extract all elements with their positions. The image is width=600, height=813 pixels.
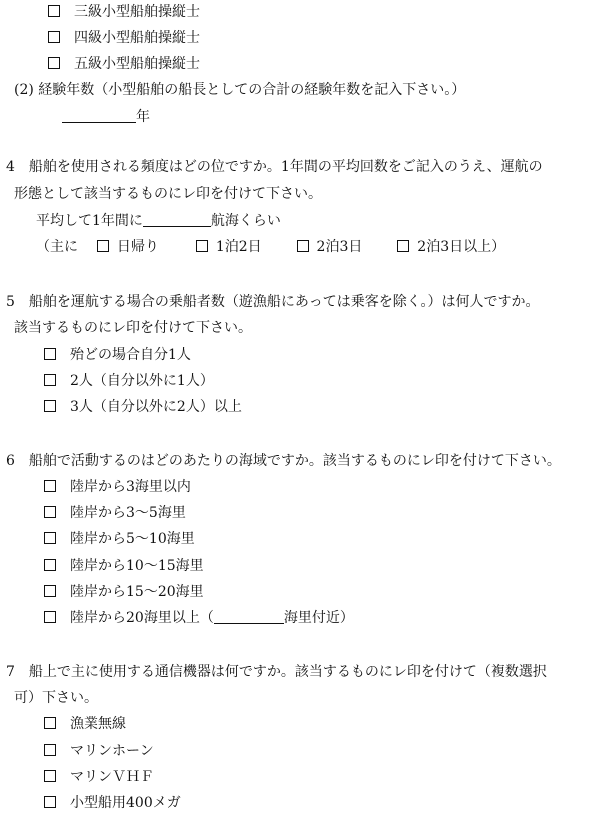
checkbox[interactable] xyxy=(44,559,56,571)
form-option-daytrip[interactable] xyxy=(97,239,159,255)
checkbox[interactable] xyxy=(44,585,56,597)
option-3kyu[interactable] xyxy=(48,2,200,22)
checkbox[interactable] xyxy=(44,796,56,808)
experience-years-blank[interactable] xyxy=(62,108,136,123)
option-label: 陸岸から3～5海里 xyxy=(70,505,186,521)
q6-text-line1: 6 船舶で活動するのはどのあたりの海域ですか。該当するものにレ印を付けて下さい。 xyxy=(6,453,561,469)
option-label: 殆どの場合自分1人 xyxy=(70,347,191,363)
option-label: マリンホーン xyxy=(70,743,154,759)
checkbox[interactable] xyxy=(44,532,56,544)
checkbox[interactable] xyxy=(44,348,56,360)
option-label: 2人（自分以外に1人） xyxy=(70,373,214,389)
option-label: 五級小型船舶操縦士 xyxy=(74,56,200,72)
nautical-miles-blank[interactable] xyxy=(214,609,284,624)
q4-text-line1: 4 船舶を使用される頻度はどの位ですか。1年間の平均回数をご記入のうえ、運航の xyxy=(6,159,543,175)
checkbox[interactable] xyxy=(48,31,60,43)
checkbox[interactable] xyxy=(297,240,309,252)
option-within-3nm[interactable] xyxy=(44,477,191,497)
checkbox[interactable] xyxy=(44,611,56,623)
years-unit: 年 xyxy=(136,109,150,125)
checkbox[interactable] xyxy=(44,770,56,782)
option-label-suffix: 海里付近） xyxy=(283,610,354,626)
checkbox[interactable] xyxy=(97,240,109,252)
form-label: 1泊2日 xyxy=(215,239,262,255)
form-label: 日帰り xyxy=(116,239,159,255)
option-fishing-radio[interactable] xyxy=(44,714,126,734)
option-alone[interactable] xyxy=(44,345,191,365)
option-two-people[interactable] xyxy=(44,371,214,391)
option-5-10nm[interactable] xyxy=(44,529,195,549)
experience-years-field[interactable] xyxy=(62,107,150,127)
frequency-blank[interactable] xyxy=(143,212,211,227)
form-option-2night[interactable] xyxy=(297,239,363,255)
option-4kyu[interactable] xyxy=(48,28,200,48)
q4-text-line2: 形態として該当するものにレ印を付けて下さい。 xyxy=(14,186,322,202)
option-marine-vhf[interactable] xyxy=(44,767,154,787)
option-label: 陸岸から10～15海里 xyxy=(70,558,204,574)
option-label: 陸岸から3海里以内 xyxy=(70,479,191,495)
option-label: 四級小型船舶操縦士 xyxy=(74,30,200,46)
q5-text-line1: 5 船舶を運航する場合の乗船者数（遊漁船にあっては乗客を除く。）は何人ですか。 xyxy=(6,294,540,310)
form-label: 2泊3日以上） xyxy=(417,239,506,255)
option-over-20nm[interactable] xyxy=(44,608,354,628)
checkbox[interactable] xyxy=(44,506,56,518)
freq-prefix: 平均して1年間に xyxy=(36,213,143,229)
checkbox[interactable] xyxy=(44,480,56,492)
option-marine-horn[interactable] xyxy=(44,741,154,761)
option-label: 陸岸から15～20海里 xyxy=(70,584,204,600)
option-small-boat-400mhz[interactable] xyxy=(44,793,181,813)
checkbox[interactable] xyxy=(48,57,60,69)
form-label: 2泊3日 xyxy=(316,239,363,255)
q4-frequency-field[interactable] xyxy=(36,211,281,231)
option-label: 漁業無線 xyxy=(70,716,126,732)
checkbox[interactable] xyxy=(196,240,208,252)
checkbox[interactable] xyxy=(44,400,56,412)
option-label-prefix: 陸岸から20海里以上（ xyxy=(70,610,214,626)
option-label: マリンＶＨＦ xyxy=(70,769,154,785)
option-three-plus[interactable] xyxy=(44,397,242,417)
option-15-20nm[interactable] xyxy=(44,582,204,602)
freq-suffix: 航海くらい xyxy=(210,213,281,229)
option-5kyu[interactable] xyxy=(48,54,200,74)
checkbox[interactable] xyxy=(44,744,56,756)
checkbox[interactable] xyxy=(397,240,409,252)
form-option-2night-plus[interactable] xyxy=(397,239,505,255)
checkbox[interactable] xyxy=(44,717,56,729)
q3-sub2-label: (2) 経験年数（小型船舶の船長としての合計の経験年数を記入下さい。） xyxy=(14,82,466,98)
option-label: 三級小型船舶操縦士 xyxy=(74,4,200,20)
option-label: 陸岸から5～10海里 xyxy=(70,531,195,547)
q7-text-line2: 可）下さい。 xyxy=(14,690,98,706)
forms-prefix: （主に xyxy=(36,239,78,255)
form-option-1night[interactable] xyxy=(196,239,262,255)
option-10-15nm[interactable] xyxy=(44,556,204,576)
checkbox[interactable] xyxy=(44,374,56,386)
q4-forms-row xyxy=(36,237,596,257)
option-label: 小型船用400メガ xyxy=(70,795,181,811)
option-label: 3人（自分以外に2人）以上 xyxy=(70,399,242,415)
q5-text-line2: 該当するものにレ印を付けて下さい。 xyxy=(14,320,252,336)
q7-text-line1: 7 船上で主に使用する通信機器は何ですか。該当するものにレ印を付けて（複数選択 xyxy=(6,664,547,680)
option-3-5nm[interactable] xyxy=(44,503,186,523)
checkbox[interactable] xyxy=(48,5,60,17)
